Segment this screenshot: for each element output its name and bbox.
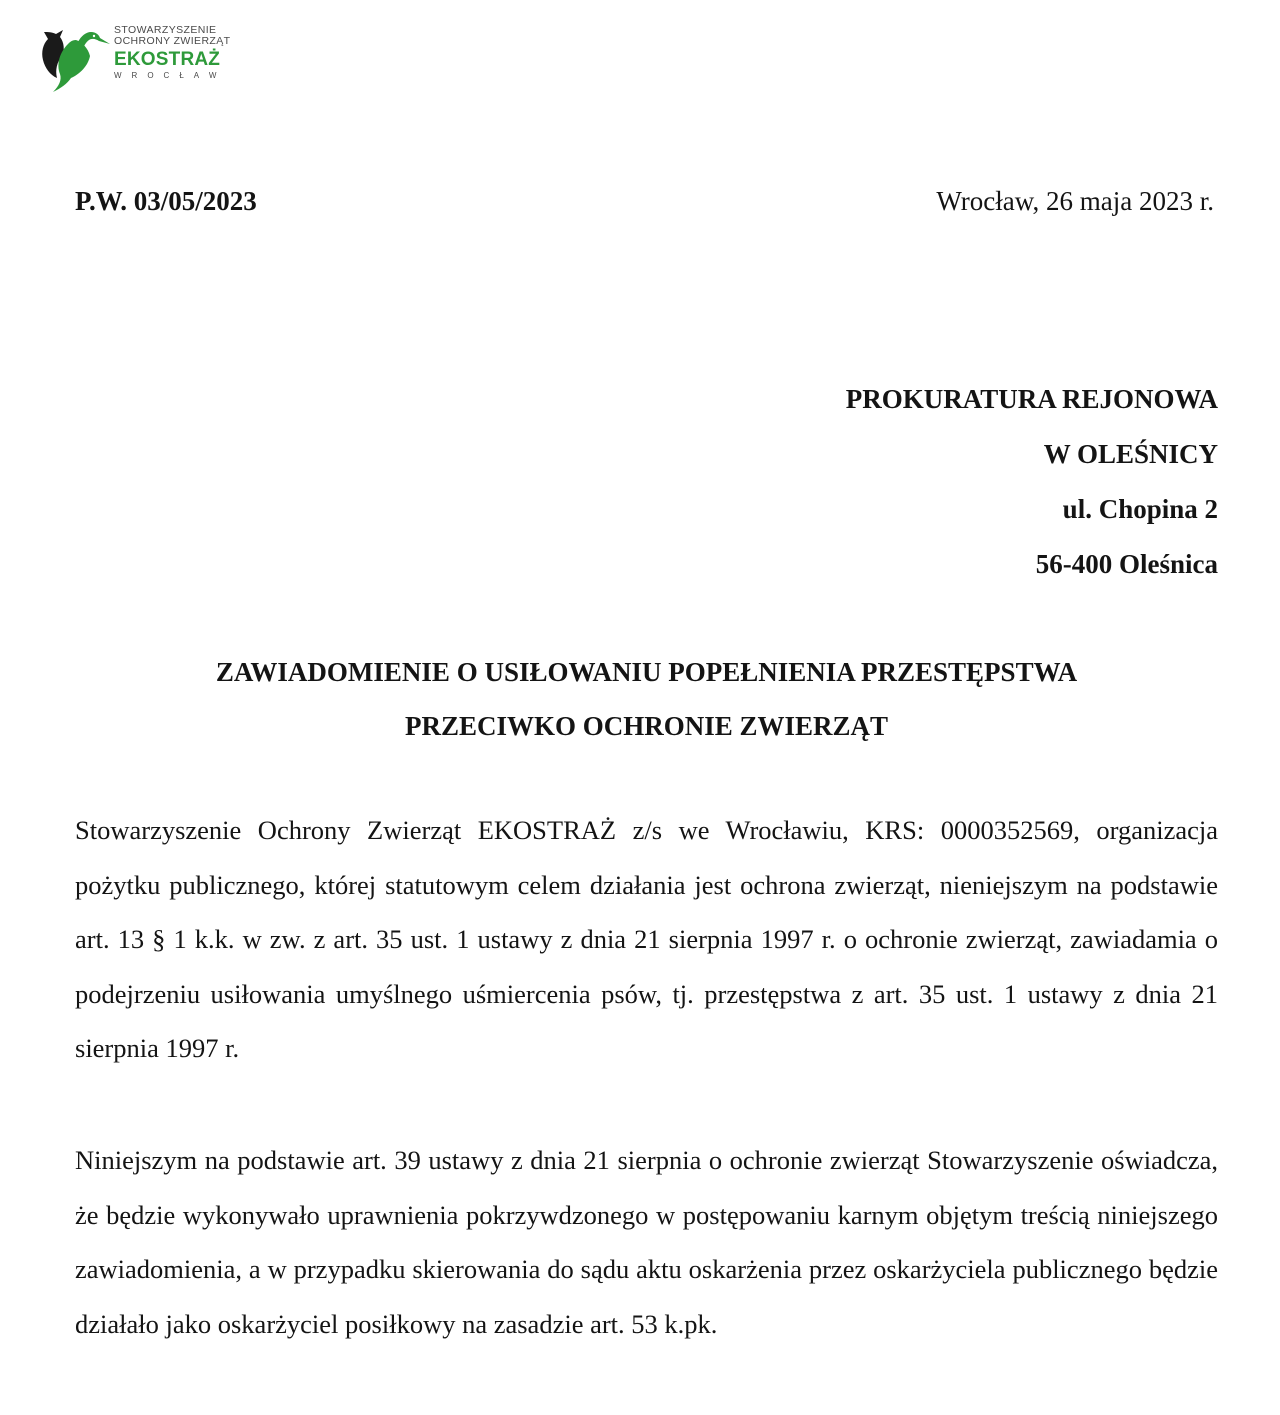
recipient-address xyxy=(846,372,1218,592)
heron-logo-icon xyxy=(38,22,112,96)
logo-line-2: OCHRONY ZWIERZĄT xyxy=(114,35,231,47)
document-title xyxy=(75,645,1218,753)
document-date: Wrocław, 26 maja 2023 r. xyxy=(936,186,1214,216)
recipient-line: ul. Chopina 2 xyxy=(1062,494,1218,524)
recipient-line: 56-400 Oleśnica xyxy=(1035,549,1218,579)
logo-line-1: STOWARZYSZENIE xyxy=(114,24,217,36)
recipient-line: W OLEŚNICY xyxy=(1043,439,1218,469)
logo-brand: EKOSTRAŻ xyxy=(114,49,221,70)
logo-text xyxy=(114,25,230,81)
recipient-line: PROKURATURA REJONOWA xyxy=(845,384,1218,414)
title-line: ZAWIADOMIENIE O USIŁOWANIU POPEŁNIENIA PRZESTĘPSTWA xyxy=(215,657,1078,687)
logo-city: WROCŁAW xyxy=(114,71,227,80)
body-paragraph: Niniejszym na podstawie art. 39 ustawy z dnia 21 sierpnia o ochronie zwierząt Stowarzyszenie oświadcza, że będzie wykonywało uprawnienia pokrzywdzonego w postępowaniu karnym objętym treścią niniejszego zawiadomienia, a w przypadku skierowania do sądu aktu oskarżenia przez oskarżyciela publicznego będzie działało jako oskarżyciel posiłkowy na zasadzie art. 53 k.pk. xyxy=(75,1145,1218,1339)
body-paragraph: Stowarzyszenie Ochrony Zwierząt EKOSTRAŻ z/s we Wrocławiu, KRS: 0000352569, organizacja pożytku publicznego, której statutowym celem działania jest ochrona zwierząt, nieniejszym na podstawie art. 13 § 1 k.k. w zw. z art. 35 ust. 1 ustawy z dnia 21 sierpnia 1997 r. o ochronie zwierząt, zawiadamia o podejrzeniu usiłowania umyślnego uśmiercenia psów, tj. przestępstwa z art. 35 ust. 1 ustawy z dnia 21 sierpnia 1997 r. xyxy=(75,815,1218,1063)
organization-logo xyxy=(38,22,278,98)
title-line: PRZECIWKO OCHRONIE ZWIERZĄT xyxy=(404,711,889,741)
reference-number: P.W. 03/05/2023 xyxy=(75,186,257,216)
